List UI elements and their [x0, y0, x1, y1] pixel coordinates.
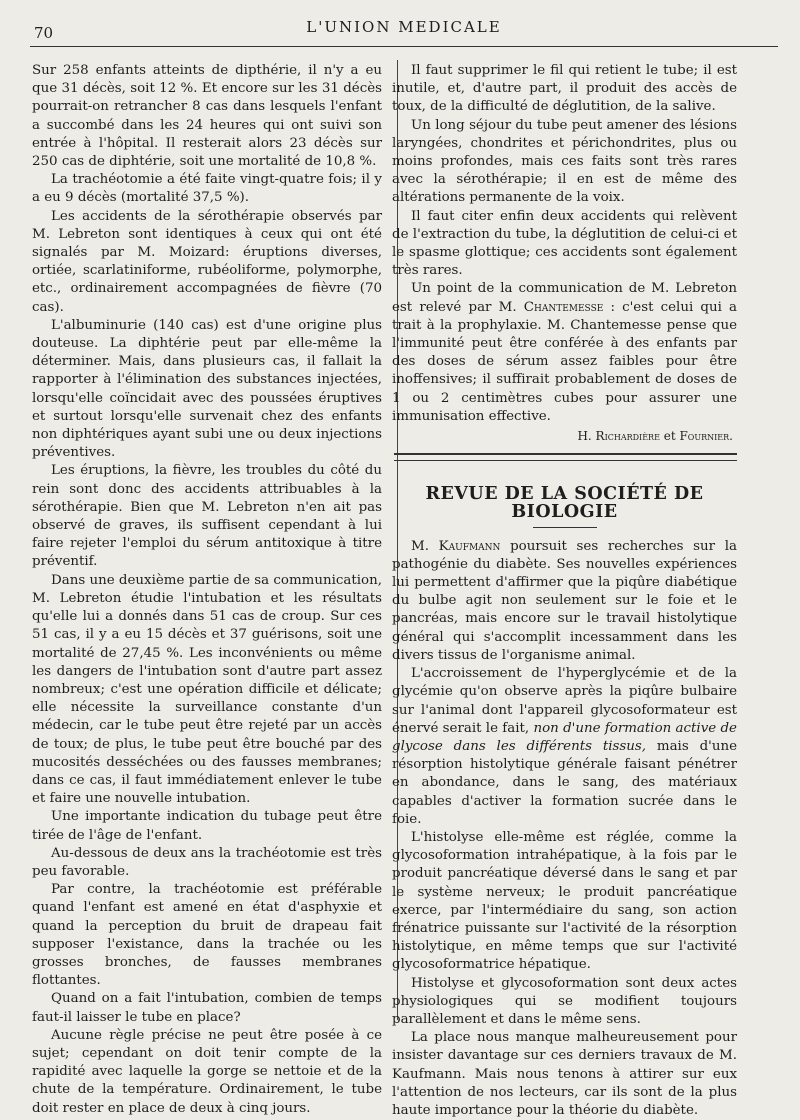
right-column [392, 62, 737, 1120]
text-run: poursuit ses recherches sur la pathogénie du diabète. Ses nouvelles expériences lui permettent d'affirmer que la piqûre diabétique du bulbe agit non seulement sur le foie et le pancréas, mais encore sur le travail histolytique général qui s'accomplit incessamment dans les divers tissus de l'organisme animal. [392, 538, 737, 663]
paragraph: La trachéotomie a été faite vingt-quatre fois; il y a eu 9 décès (mortalité 37,5 %). [32, 172, 382, 206]
left-column [32, 62, 382, 1118]
paragraph: Il faut supprimer le fil qui retient le tube; il est inutile, et, d'autre part, il produit des accès de toux, de la difficulté de déglutition, de la salive. [392, 63, 737, 115]
paragraph [392, 665, 737, 829]
signature-initial: H. [577, 429, 596, 444]
paragraph: La place nous manque malheureusement pour insister davantage sur ces derniers travaux de M. Kaufmann. Mais nous tenons à attirer sur eux l'attention de nos lecteurs, car ils sont de la plus haute importance pour la théorie du diabète. [392, 1030, 737, 1118]
text-run: mais d'une résorption histolytique générale faisant pénétrer en abondance, dans le sang, des matériaux capables d'activer la formation sucrée dans le foie. [392, 738, 737, 827]
paragraph: Quand on a fait l'intubation, combien de temps faut-il laisser le tube en place? [32, 991, 382, 1025]
text-run: M. [411, 538, 439, 554]
signature-end: . [729, 429, 733, 444]
title-underline [533, 527, 597, 528]
text-run: : c'est celui qui a trait à la prophylaxie. M. Chantemesse pense que l'immunité peut être conférée à des enfants par des doses de sérum assez faibles pour être inoffensives; il suffirait probablement de doses de 1 ou 2 centimètres cubes pour assurer une immunisation effective. [392, 299, 738, 424]
paragraph: Dans une deuxième partie de sa communication, M. Lebreton étudie l'intubation et les résultats qu'elle lui a donnés dans 51 cas de croup. Sur ces 51 cas, il y a eu 15 décès et 37 guérisons, soit une mortalité de 27,45 %. Les inconvénients ou même les dangers de l'intubation sont d'autre part assez nombreux; c'est une opération difficile et délicate; elle nécessite la surveillance constante d'un médecin, car le tube peut être rejeté par un accès de toux; de plus, le tube peut être bouché par des mucosités desséchées ou des fausses membranes; dans ce cas, il faut immédiatement enlever le tube et faire une nouvelle intubation. [32, 572, 382, 807]
signature-name: Fournier [679, 429, 730, 444]
paragraph: Les éruptions, la fièvre, les troubles du côté du rein sont donc des accidents attribuables à la sérothérapie. Bien que M. Lebreton n'en ait pas observé de graves, ils suffisent cependant à lui faire rejeter l'emploi du sérum antitoxique à titre préventif. [32, 463, 382, 570]
paragraph: Par contre, la trachéotomie est préférable quand l'enfant est amené en état d'asphyxie et quand la perception du bruit de drapeau fait supposer l'existance, dans la trachée ou les grosses bronches, de fausses membranes flottantes. [32, 882, 382, 989]
journal-title: L'UNION MEDICALE [306, 18, 502, 36]
paragraph: L'albuminurie (140 cas) est d'une origine plus douteuse. La diphtérie peut par elle-même la déterminer. Mais, dans plusieurs cas, il fallait la rapporter à l'élimination des substances injectées, lorsqu'elle coïncidait avec des poussées éruptives et surtout lorsqu'elle survenait chez des enfants non diphtériques ayant subi une ou deux injections préventives. [32, 317, 382, 461]
signature-name: Richardière [595, 429, 660, 444]
paragraph: Les accidents de la sérothérapie observés par M. Lebreton sont identiques à ceux qui ont été signalés par M. Moizard: éruptions diverses, ortiée, scarlatiniforme, rubéoliforme, polymorphe, etc., ordinairement accompagnées de fièvre (70 cas). [32, 208, 382, 315]
paragraph: Histolyse et glycosoformation sont deux actes physiologiques qui se modifient toujours parallèlement et dans le même sens. [392, 975, 737, 1027]
section-divider [394, 453, 737, 461]
author-name: Kaufmann [438, 538, 501, 554]
text-run: L'accroissement de l'hyperglycémie et de la glycémie qu'on observe après la piqûre bulbaire sur l'animal dont l'appareil glycosoformateur est énervé serait le fait, [392, 666, 737, 736]
page-number: 70 [34, 24, 54, 42]
paragraph: Au-dessous de deux ans la trachéotomie est très peu favorable. [32, 845, 382, 879]
italic-phrase: non d'une formation active de glycose dans les différents tissus, [392, 720, 737, 754]
text-run: Un point de la communication de M. Lebreton est relevé par M. [392, 281, 737, 315]
paragraph [392, 538, 737, 665]
signature-connector: et [659, 429, 680, 444]
author-name: Chantemesse [523, 299, 604, 315]
section-title: REVUE DE LA SOCIÉTÉ DE BIOLOGIE [425, 484, 704, 523]
paragraph: Il faut citer enfin deux accidents qui relèvent de l'extraction du tube, la déglutition de celui-ci et le spasme glottique; ces accidents sont également très rares. [392, 208, 737, 279]
prophylaxis-paragraph [392, 280, 737, 426]
paragraph: Un long séjour du tube peut amener des lésions laryngées, chondrites et périchondrites, plus ou moins profondes, mais ces faits sont très rares avec la sérothérapie; il en est de même des altérations permanente de la voix. [392, 117, 737, 206]
page-header [30, 16, 778, 47]
article-signature [392, 427, 737, 445]
paragraph: Sur 258 enfants atteints de dipthérie, il n'y a eu que 31 décès, soit 12 %. Et encore sur les 31 décès pourrait-on retrancher 8 cas dans lesquels l'enfant a succombé dans les 24 heures qui ont suivi son entrée à l'hôpital. Il resterait alors 23 décès sur 250 cas de diphtérie, soit une mortalité de 10,8 %. [32, 63, 382, 170]
paragraph: L'histolyse elle-même est réglée, comme la glycosoformation intrahépatique, à la fois par le produit pancréatique déversé dans le sang et par le système nerveux; le produit pancréatique exerce, par l'intermédiaire du sang, son action frénatrice puissante sur l'activité de la résorption histolytique, en même temps que sur l'activité glycosoformatrice hépatique. [392, 829, 737, 973]
paragraph: Aucune règle précise ne peut être posée à ce sujet; cependant on doit tenir compte de la rapidité avec laquelle la gorge se nettoie et de la chute de la température. Ordinairement, le tube doit rester en place de deux à cinq jours. [32, 1027, 382, 1116]
paragraph: Une importante indication du tubage peut être tirée de l'âge de l'enfant. [32, 809, 382, 843]
